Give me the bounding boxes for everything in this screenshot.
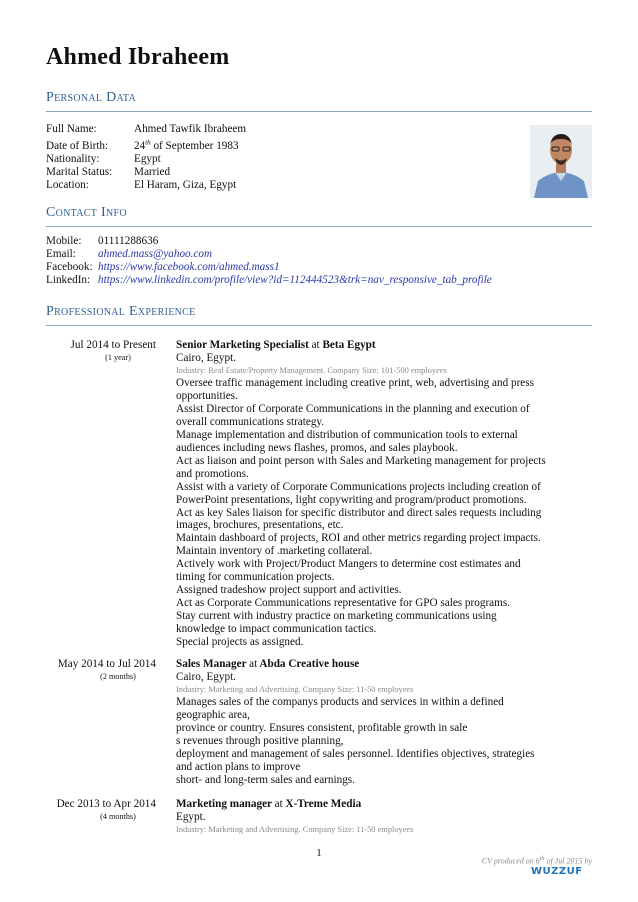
section-title-personal: Personal Data bbox=[46, 90, 137, 105]
description-line: Maintain dashboard of projects, ROI and other metrics regarding project impacts. bbox=[176, 532, 541, 545]
field-label: LinkedIn: bbox=[46, 274, 91, 286]
personal-data-list bbox=[46, 123, 246, 192]
description-line: audiences including news flashes, promos, and sales playbook. bbox=[176, 441, 458, 454]
field-label: Location: bbox=[46, 178, 89, 191]
job-title: Marketing manager bbox=[176, 798, 272, 810]
field-label: Facebook: bbox=[46, 261, 93, 273]
description-line: deployment and management of sales personnel. Identifies objectives, strategies bbox=[176, 747, 535, 760]
field-value: Ahmed Tawfik Ibraheem bbox=[134, 123, 247, 135]
field-value: Married bbox=[134, 165, 171, 178]
job-date: Jul 2014 to Present bbox=[70, 339, 156, 351]
description-line: Manages sales of the companys products and services in within a defined bbox=[176, 696, 504, 708]
description-line: Maintain inventory of .marketing collateral. bbox=[176, 545, 373, 558]
field-value: 24th of September 1983 bbox=[134, 138, 239, 152]
job-title-line bbox=[176, 658, 576, 671]
contact-row bbox=[46, 261, 492, 274]
section-title-contact: Contact Info bbox=[46, 205, 127, 220]
field-label: Marital Status: bbox=[46, 165, 113, 178]
job-location: Cairo, Egypt. bbox=[176, 671, 236, 683]
job-description bbox=[176, 696, 576, 787]
job-title-line bbox=[176, 339, 576, 352]
job-company: X-Treme Media bbox=[285, 798, 362, 810]
linkedin-link[interactable]: https://www.linkedin.com/profile/view?id=112444523&trk=nav_responsive_tab_profile bbox=[98, 274, 492, 286]
wuzzuf-logo[interactable]: WUZZUF bbox=[531, 866, 583, 877]
contact-row bbox=[46, 274, 492, 287]
job-entry bbox=[176, 658, 576, 787]
description-line: Assist Director of Corporate Communications in the planning and execution of bbox=[176, 402, 530, 415]
job-date: May 2014 to Jul 2014 bbox=[57, 658, 156, 670]
description-line: and promotions. bbox=[176, 467, 249, 480]
footer-credit: CV produced on 6th of Jul 2015 by bbox=[481, 856, 592, 866]
personal-row bbox=[46, 179, 246, 192]
section-divider bbox=[46, 111, 592, 112]
job-company: Abda Creative house bbox=[259, 658, 360, 670]
job-date: Dec 2013 to Apr 2014 bbox=[56, 798, 156, 810]
description-line: PowerPoint presentations, light copywriting and program/product promotions. bbox=[176, 493, 527, 506]
description-line: Oversee traffic management including creative print, web, advertising and press bbox=[176, 377, 534, 389]
field-label: Full Name: bbox=[46, 123, 97, 135]
job-at: at bbox=[249, 658, 258, 670]
section-divider bbox=[46, 325, 592, 326]
personal-row bbox=[46, 166, 246, 179]
field-label: Mobile: bbox=[46, 235, 82, 247]
field-value: El Haram, Giza, Egypt bbox=[134, 178, 237, 191]
description-line: Assist with a variety of Corporate Communications projects including creation of bbox=[176, 480, 541, 493]
job-duration: (2 months) bbox=[100, 672, 136, 681]
cv-name: Ahmed Ibraheem bbox=[46, 44, 230, 70]
description-line: overall communications strategy. bbox=[176, 415, 325, 428]
job-industry: Industry: Marketing and Advertising. Company Size: 11-50 employees bbox=[176, 825, 414, 834]
contact-row bbox=[46, 235, 492, 248]
field-label: Date of Birth: bbox=[46, 139, 109, 152]
description-line: Assigned tradeshow project support and activities. bbox=[176, 584, 402, 597]
description-line: images, brochures, presentations, etc. bbox=[176, 519, 344, 532]
job-industry: Industry: Marketing and Advertising. Company Size: 11-50 employees bbox=[176, 685, 414, 694]
email-link[interactable]: ahmed.mass@yahoo.com bbox=[98, 248, 213, 260]
job-title-line bbox=[176, 798, 576, 811]
description-line: geographic area, bbox=[176, 708, 250, 721]
description-line: timing for communication projects. bbox=[176, 571, 335, 584]
description-line: Manage implementation and distribution of communication tools to external bbox=[176, 428, 518, 441]
job-title: Senior Marketing Specialist bbox=[176, 339, 309, 351]
mobile-value: 01111288636 bbox=[98, 235, 159, 247]
field-value: Egypt bbox=[134, 152, 161, 165]
description-line: and action plans to improve bbox=[176, 760, 301, 773]
job-entry bbox=[176, 339, 576, 649]
section-divider bbox=[46, 226, 592, 227]
section-title-experience: Professional Experience bbox=[46, 304, 196, 319]
job-entry bbox=[176, 798, 576, 836]
description-line: province or country. Ensures consistent, profitable growth in sale bbox=[176, 721, 468, 734]
contact-row bbox=[46, 248, 492, 261]
job-company: Beta Egypt bbox=[322, 339, 376, 351]
job-industry: Industry: Real Estate/Property Management. Company Size: 101-500 employees bbox=[176, 366, 447, 375]
field-label: Nationality: bbox=[46, 152, 100, 165]
job-at: at bbox=[274, 798, 283, 810]
contact-list bbox=[46, 235, 492, 287]
job-duration: (1 year) bbox=[105, 353, 131, 362]
profile-photo bbox=[530, 125, 592, 198]
description-line: Act as key Sales liaison for specific distributor and direct sales requests including bbox=[176, 506, 542, 519]
description-line: Act as Corporate Communications representative for GPO sales programs. bbox=[176, 597, 510, 610]
job-title: Sales Manager bbox=[176, 658, 247, 670]
field-label: Email: bbox=[46, 248, 76, 260]
job-description bbox=[176, 377, 576, 649]
job-location: Egypt. bbox=[176, 811, 206, 823]
description-line: Special projects as assigned. bbox=[176, 636, 304, 649]
job-duration: (4 months) bbox=[100, 812, 136, 821]
personal-row bbox=[46, 136, 246, 153]
description-line: short- and long-term sales and earnings. bbox=[176, 773, 355, 786]
personal-row bbox=[46, 153, 246, 166]
description-line: Actively work with Project/Product Mangers to determine cost estimates and bbox=[176, 558, 521, 571]
description-line: s revenues through positive planning, bbox=[176, 734, 344, 747]
personal-row bbox=[46, 123, 246, 136]
job-location: Cairo, Egypt. bbox=[176, 352, 236, 364]
description-line: Stay current with industry practice on marketing communications using bbox=[176, 610, 497, 623]
page-number: 1 bbox=[316, 847, 322, 859]
description-line: Act as liaison and point person with Sales and Marketing management for projects bbox=[176, 454, 546, 467]
job-at: at bbox=[311, 339, 320, 351]
description-line: opportunities. bbox=[176, 389, 238, 402]
facebook-link[interactable]: https://www.facebook.com/ahmed.mass1 bbox=[98, 261, 280, 273]
description-line: knowledge to impact communication tactics. bbox=[176, 623, 377, 636]
